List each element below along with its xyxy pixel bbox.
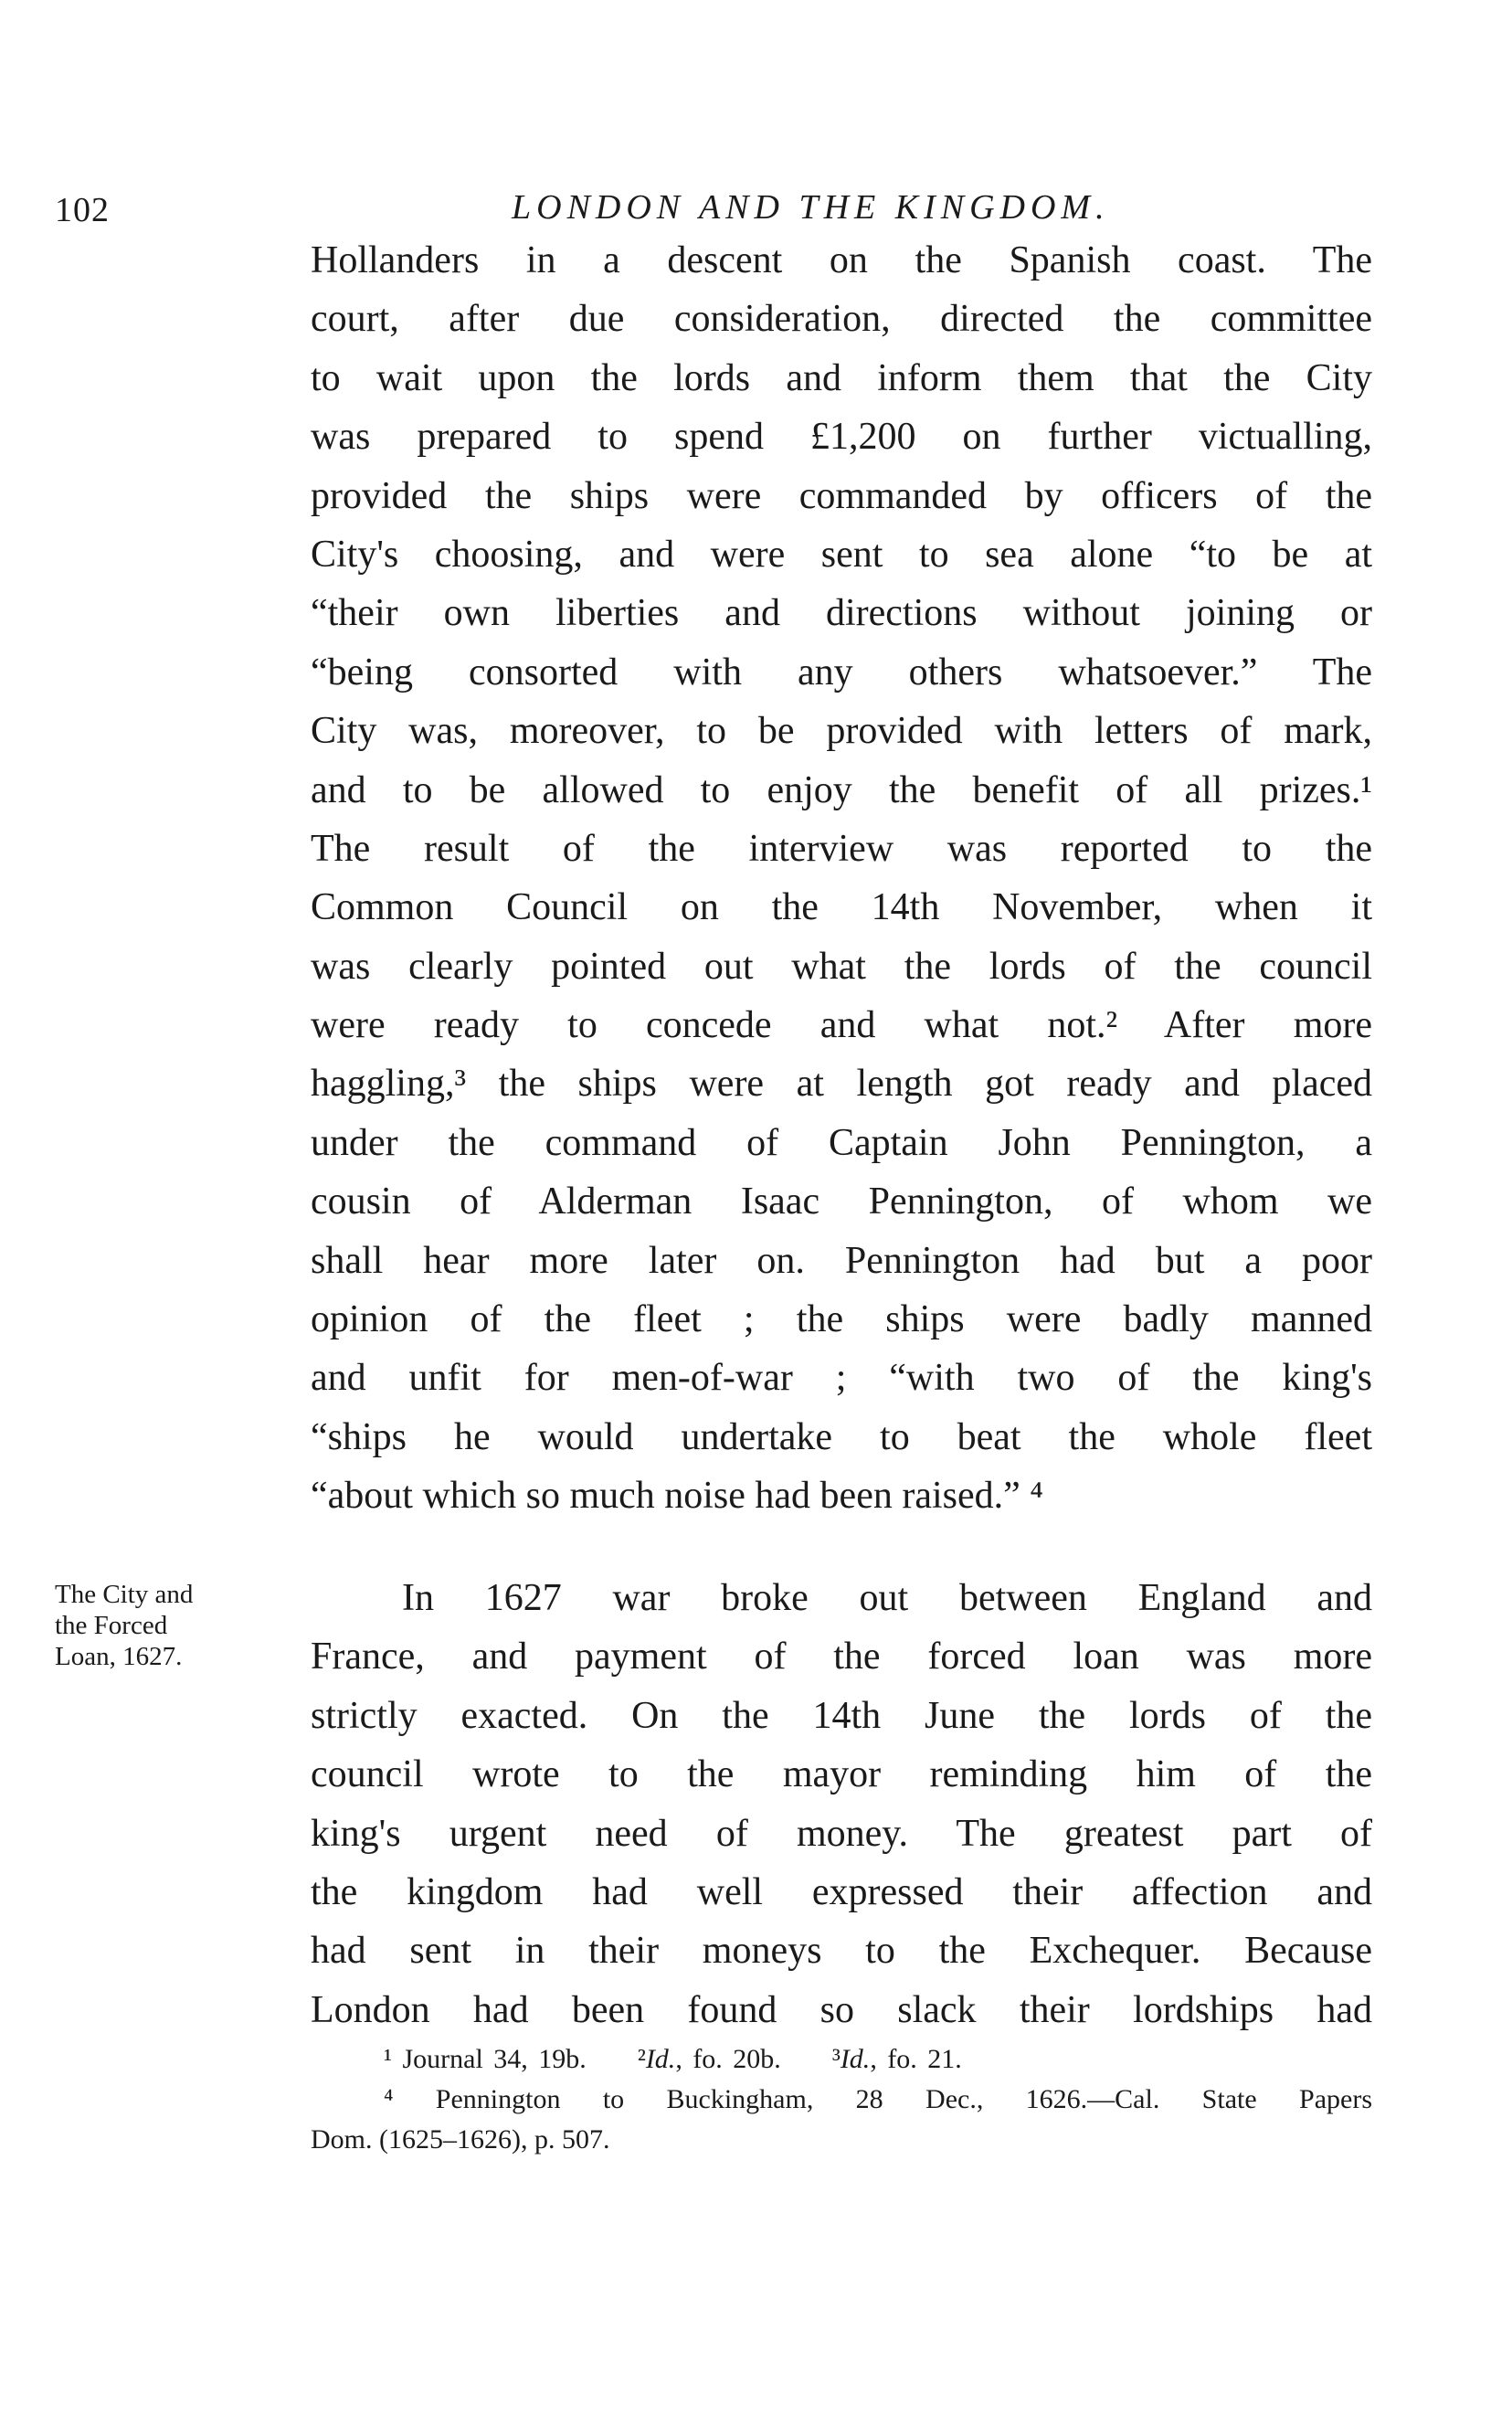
margin-note <box>55 1579 283 1672</box>
text-line: was prepared to spend £1,200 on further victualling, <box>311 416 1372 459</box>
text-line: haggling,³ the ships were at length got ready and placed <box>311 1063 1372 1106</box>
footnote-2-mark: ² <box>637 2044 646 2074</box>
footnote-2-rest: , fo. 20b. <box>675 2044 781 2074</box>
text-line: to wait upon the lords and inform them that the City <box>311 356 1372 399</box>
paragraph-1 <box>311 231 1372 1526</box>
footnote-2-id: Id. <box>645 2044 676 2074</box>
footnote-4-line-1: ⁴ Pennington to Buckingham, 28 Dec., 1626.—Cal. State Papers <box>384 2084 1372 2114</box>
text-line: and unfit for men-of-war ; “with two of the king's <box>311 1357 1372 1400</box>
text-line: “ships he would undertake to beat the whole fleet <box>311 1415 1372 1458</box>
margin-note-line: Loan, 1627. <box>55 1642 183 1671</box>
text-line: cousin of Alderman Isaac Pennington, of whom we <box>311 1181 1372 1223</box>
text-line: Common Council on the 14th November, when it <box>311 886 1372 929</box>
text-line: opinion of the fleet ; the ships were badly manned <box>311 1298 1372 1341</box>
footnote-3-id: Id. <box>840 2044 871 2074</box>
text-line: “being consorted with any others whatsoever.” The <box>311 651 1372 693</box>
text-line: Hollanders in a descent on the Spanish coast. The <box>311 239 1372 281</box>
footnote-1: ¹ Journal 34, 19b. <box>384 2044 587 2074</box>
text-line: “about which so much noise had been raised.” ⁴ <box>311 1475 1043 1518</box>
text-line: court, after due consideration, directed the committee <box>311 298 1372 341</box>
page-number: 102 <box>55 191 110 229</box>
text-line: were ready to concede and what not.² After more <box>311 1004 1372 1047</box>
footnotes <box>311 2039 1372 2160</box>
footnote-3-mark: ³ <box>831 2044 841 2074</box>
text-line: London had been found so slack their lordships had <box>311 1988 1372 2031</box>
text-line: City was, moreover, to be provided with letters of mark, <box>311 710 1372 753</box>
text-line: In 1627 war broke out between England and <box>402 1577 1372 1619</box>
text-line: France, and payment of the forced loan was more <box>311 1636 1372 1678</box>
footnote-3-rest: , fo. 21. <box>870 2044 962 2074</box>
running-head: LONDON AND THE KINGDOM. <box>512 188 1110 227</box>
margin-note-line: the Forced <box>55 1611 168 1640</box>
text-line: City's choosing, and were sent to sea alone “to be at <box>311 533 1372 576</box>
text-line: shall hear more later on. Pennington had but a poor <box>311 1239 1372 1282</box>
paragraph-2 <box>311 1569 1372 2039</box>
margin-note-line: The City and <box>55 1580 194 1609</box>
footnote-4-line-2: Dom. (1625–1626), p. 507. <box>311 2124 610 2155</box>
text-line: the kingdom had well expressed their affection and <box>311 1870 1372 1913</box>
text-line: strictly exacted. On the 14th June the lords of the <box>311 1694 1372 1737</box>
text-line: and to be allowed to enjoy the benefit of all prizes.¹ <box>311 768 1372 811</box>
text-line: provided the ships were commanded by officers of the <box>311 474 1372 517</box>
text-line: “their own liberties and directions without joining or <box>311 592 1372 635</box>
text-line: The result of the interview was reported to the <box>311 827 1372 870</box>
text-line: under the command of Captain John Pennington, a <box>311 1121 1372 1164</box>
footnote-row <box>311 2039 1372 2080</box>
text-line: council wrote to the mayor reminding him of the <box>311 1753 1372 1796</box>
text-line: had sent in their moneys to the Exchequer. Because <box>311 1930 1372 1973</box>
text-line: was clearly pointed out what the lords of the council <box>311 945 1372 988</box>
text-line: king's urgent need of money. The greatest part of <box>311 1812 1372 1855</box>
